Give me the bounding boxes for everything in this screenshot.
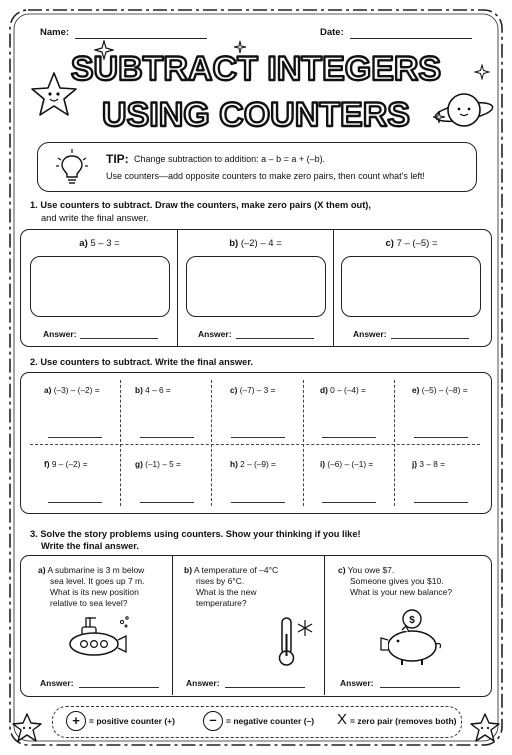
answer-label: Answer: [40,678,74,688]
answer-field[interactable] [140,428,194,438]
divider [324,556,325,695]
name-field[interactable] [75,27,207,39]
tip-line-1: Change subtraction to addition: a – b = a + (–b). [134,154,326,164]
smiling-star-icon [468,712,502,744]
section-1-subtitle: and write the final answer. [41,213,149,223]
answer-field[interactable] [140,493,194,503]
story-problem-b: b) A temperature of –4°C rises by 6°C. What is the new temperature? [184,565,279,608]
answer-field[interactable] [79,678,159,688]
answer-field[interactable] [231,428,285,438]
sparkle-icon [233,40,247,54]
divider [172,556,173,695]
smiling-star-icon [26,70,82,120]
problem-2j: j) 3 – 8 = [412,459,445,469]
legend-zero-pair: = zero pair (removes both) [350,716,457,726]
answer-field[interactable] [80,329,158,339]
answer-field[interactable] [380,678,460,688]
divider [120,380,121,506]
counter-drawing-area[interactable] [30,256,170,317]
answer-field[interactable] [225,678,305,688]
sparkle-icon [474,64,490,80]
divider [394,380,395,506]
answer-field[interactable] [231,493,285,503]
answer-field[interactable] [322,493,376,503]
title-line-1: SUBTRACT INTEGERS [70,50,442,88]
answer-field[interactable] [391,329,469,339]
story-problem-a: a) A submarine is 3 m below sea level. It goes up 7 m. What is its new position relative to sea level? [38,565,145,608]
legend-positive: = positive counter (+) [89,716,175,726]
problem-2h: h) 2 – (–9) = [230,459,276,469]
section-3-title: 3. Solve the story problems using counters. Show your thinking if you like! [30,529,361,539]
counter-drawing-area[interactable] [186,256,326,317]
date-field[interactable] [350,27,472,39]
piggy-bank-icon [376,608,448,668]
date-label: Date: [320,27,344,38]
answer-label: Answer: [186,678,220,688]
answer-field[interactable] [236,329,314,339]
problem-2b: b) 4 – 6 = [135,385,171,395]
answer-label: Answer: [340,678,374,688]
lightbulb-icon [55,148,89,186]
negative-counter-icon: – [203,711,223,731]
answer-label: Answer: [198,329,232,339]
title-line-2: USING COUNTERS [102,96,410,134]
problem-2c: c) (–7) – 3 = [230,385,276,395]
snowflake-icon [298,620,312,636]
zero-pair-icon: X [337,711,348,728]
worksheet-title [70,44,442,134]
section-1-title: 1. Use counters to subtract. Draw the counters, make zero pairs (X them out), [30,200,371,210]
thermometer-icon [272,614,320,670]
tip-label: TIP: [106,152,129,166]
problem-1a: a) 5 – 3 = [79,238,120,249]
smiling-star-icon [10,712,44,744]
section-3-subtitle: Write the final answer. [41,541,139,551]
problem-2f: f) 9 – (–2) = [44,459,88,469]
tip-line-2: Use counters—add opposite counters to make zero pairs, then count what's left! [106,171,425,181]
submarine-icon [64,614,134,658]
svg-text:$: $ [409,615,415,626]
problem-2a: a) (–3) – (–2) = [44,385,100,395]
problem-2e: e) (–5) – (–8) = [412,385,468,395]
divider [211,380,212,506]
answer-label: Answer: [43,329,77,339]
answer-field[interactable] [48,428,102,438]
problem-1b: b) (–2) – 4 = [229,238,282,249]
answer-label: Answer: [353,329,387,339]
answer-field[interactable] [322,428,376,438]
section-2-title: 2. Use counters to subtract. Write the final answer. [30,357,254,367]
problem-2i: i) (–6) – (–1) = [320,459,374,469]
tip-box [37,142,477,192]
sparkle-icon [432,110,446,124]
answer-field[interactable] [48,493,102,503]
positive-counter-icon: + [66,711,86,731]
sparkle-icon [94,40,114,60]
counter-drawing-area[interactable] [341,256,481,317]
answer-field[interactable] [414,428,468,438]
row-divider [30,444,480,445]
problem-2d: d) 0 – (–4) = [320,385,366,395]
name-label: Name: [40,27,70,38]
divider [303,380,304,506]
problem-1c: c) 7 – (–5) = [385,238,438,249]
problem-2g: g) (–1) – 5 = [135,459,181,469]
legend-negative: = negative counter (–) [226,716,315,726]
story-problem-c: c) You owe $7. Someone gives you $10. What is your new balance? [338,565,453,597]
answer-field[interactable] [414,493,468,503]
